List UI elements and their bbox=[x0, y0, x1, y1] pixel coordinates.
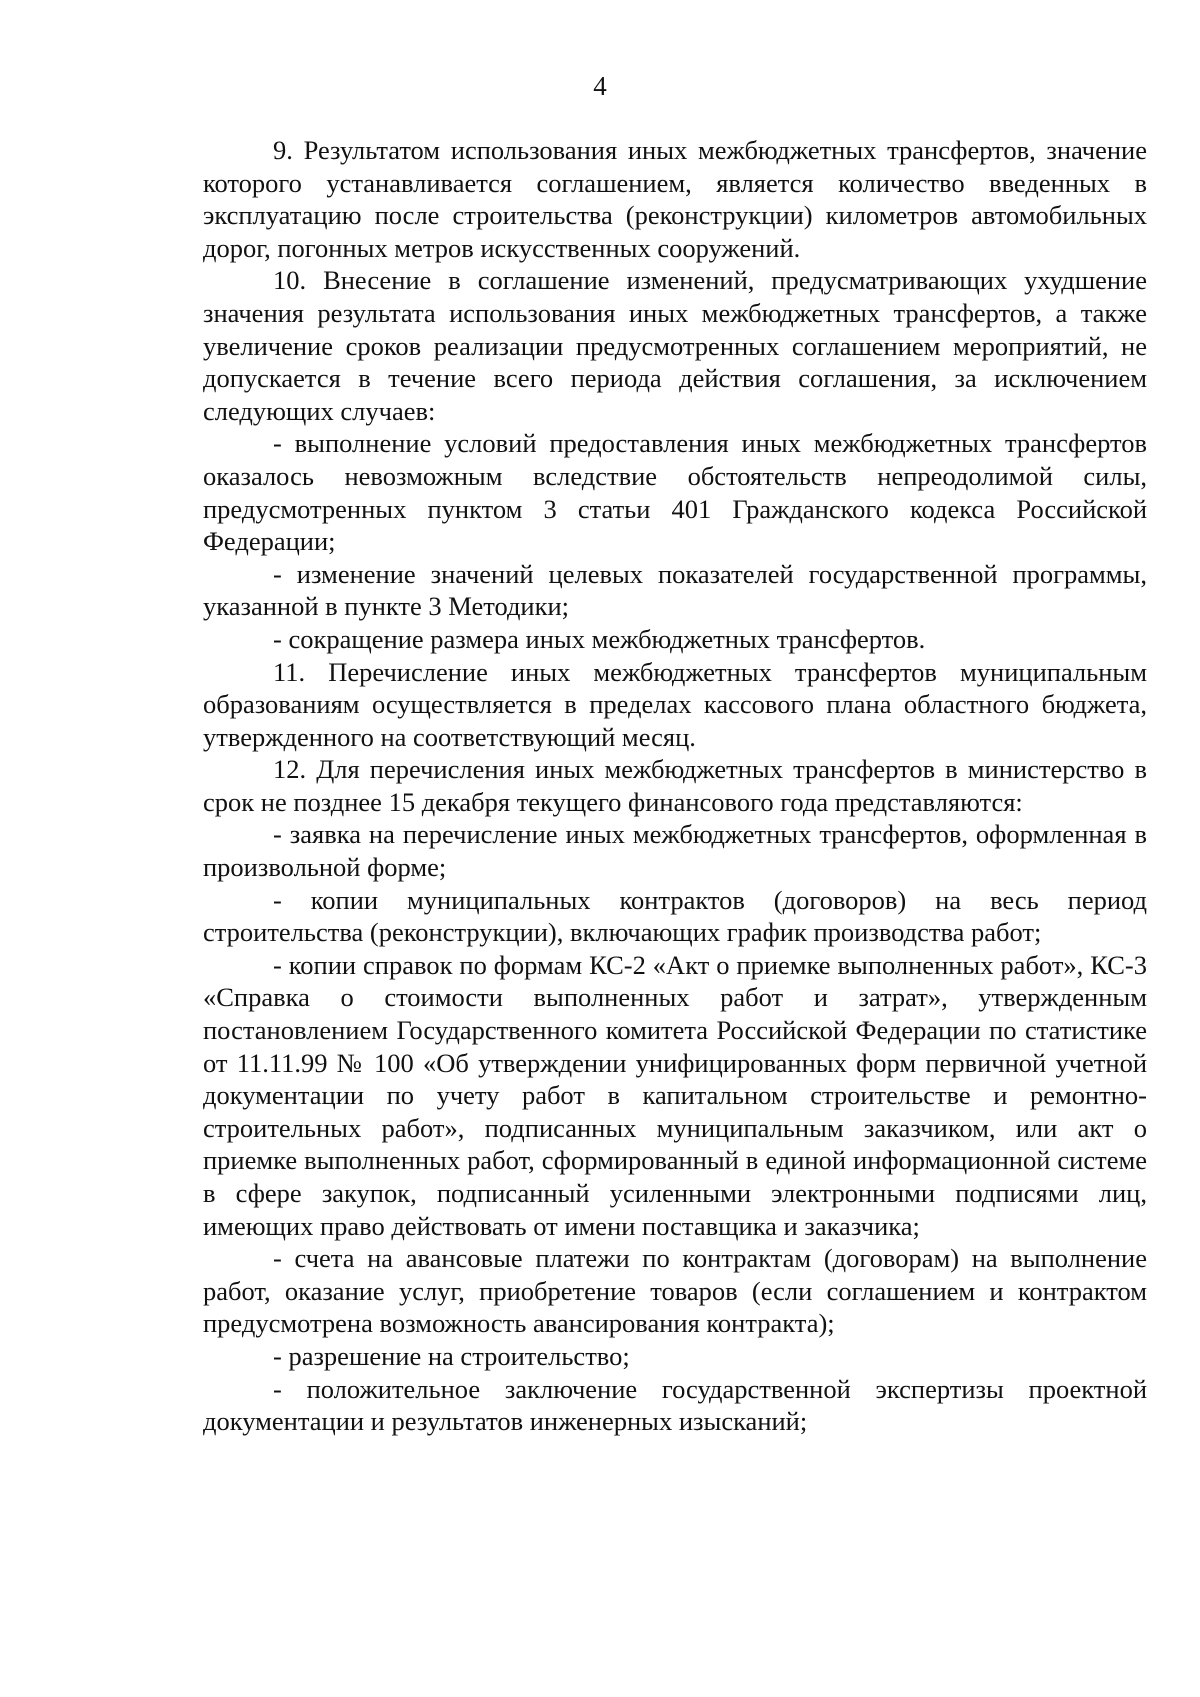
paragraph-10-amendments: 10. Внесение в соглашение изменений, предусматривающих ухудшение значения результата использования иных межбюджетных трансфертов, а также увеличение сроков реализации предусмотренных соглашением мероприятий, не допускается в течение всего периода действия соглашения, за исключением следующих случаев: bbox=[203, 265, 1147, 426]
list-item-target-indicators: - изменение значений целевых показателей государственной программы, указанной в пункте 3 Методики; bbox=[203, 558, 1147, 622]
document-body bbox=[203, 134, 1147, 1438]
list-item-advance-invoices: - счета на авансовые платежи по контрактам (договорам) на выполнение работ, оказание услуг, приобретение товаров (если соглашением и контрактом предусмотрена возможность авансирования контракта); bbox=[203, 1243, 1147, 1339]
list-item-ks-certificates: - копии справок по формам КС-2 «Акт о приемке выполненных работ», КС-3 «Справка о стоимости выполненных работ и затрат», утвержденным постановлением Государственного комитета Российской Федерации по статистике от 11.11.99 № 100 «Об утверждении унифицированных форм первичной учетной документации по учету работ в капитальном строительстве и ремонтно-строительных работ», подписанных муниципальным заказчиком, или акт о приемке выполненных работ, сформированный в единой информационной системе в сфере закупок, подписанный усиленными электронными подписями лиц, имеющих право действовать от имени поставщика и заказчика; bbox=[203, 949, 1147, 1241]
paragraph-11-transfer: 11. Перечисление иных межбюджетных трансфертов муниципальным образованиям осуществляется в пределах кассового плана областного бюджета, утвержденного на соответствующий месяц. bbox=[203, 656, 1147, 752]
page-number: 4 bbox=[593, 71, 607, 101]
list-item-force-majeure: - выполнение условий предоставления иных межбюджетных трансфертов оказалось невозможным вследствие обстоятельств непреодолимой силы, предусмотренных пунктом 3 статьи 401 Гражданского кодекса Российской Федерации; bbox=[203, 428, 1147, 557]
list-item-contract-copies: - копии муниципальных контрактов (договоров) на весь период строительства (реконструкции), включающих график производства работ; bbox=[203, 884, 1147, 948]
paragraph-9-result: 9. Результатом использования иных межбюджетных трансфертов, значение которого устанавливается соглашением, является количество введенных в эксплуатацию после строительства (реконструкции) километров автомобильных дорог, погонных метров искусственных сооружений. bbox=[203, 135, 1147, 263]
list-item-expertise-conclusion: - положительное заключение государственной экспертизы проектной документации и результатов инженерных изысканий; bbox=[203, 1373, 1147, 1437]
list-item-application: - заявка на перечисление иных межбюджетных трансфертов, оформленная в произвольной форме; bbox=[203, 819, 1147, 883]
list-item-building-permit: - разрешение на строительство; bbox=[273, 1340, 630, 1371]
paragraph-12-documents: 12. Для перечисления иных межбюджетных трансфертов в министерство в срок не позднее 15 декабря текущего финансового года представляются: bbox=[203, 754, 1147, 817]
list-item-transfer-reduction: - сокращение размера иных межбюджетных трансфертов. bbox=[273, 623, 926, 654]
